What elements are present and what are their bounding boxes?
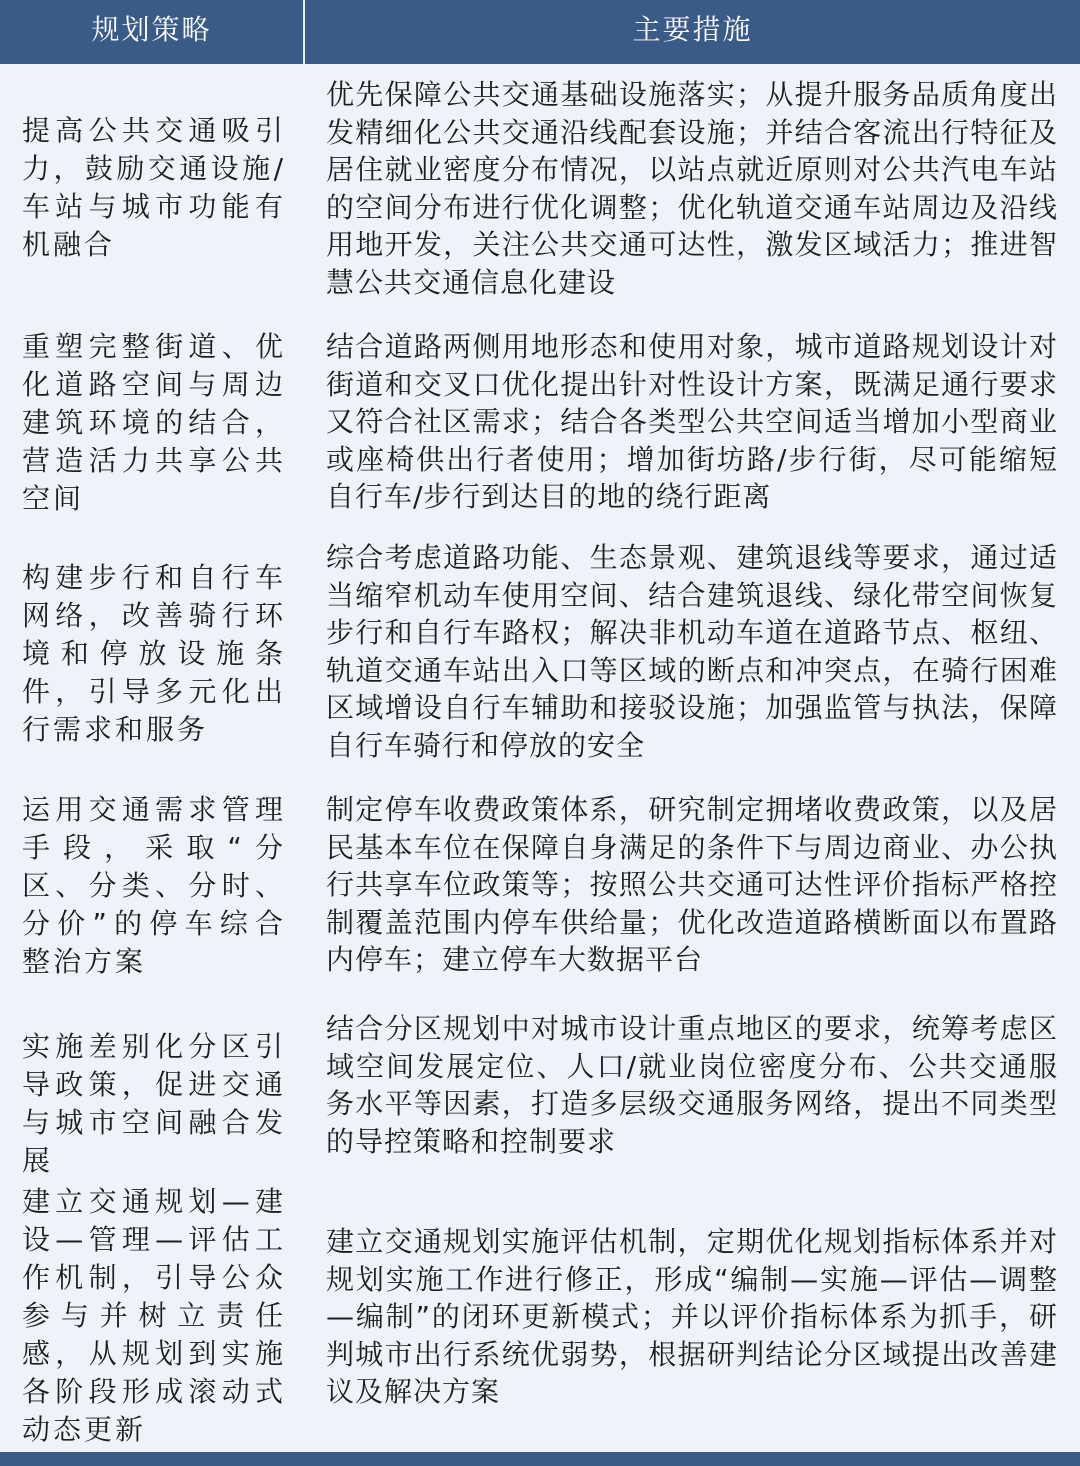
strategy-cell: 构建步行和自行车网络，改善骑行环境和停放设施条件，引导多元化出行需求和服务 (22, 561, 286, 746)
measures-cell: 优先保障公共交通基础设施落实；从提升服务品质角度出发精细化公共交通沿线配套设施；并结合客流出行特征及居住就业密度分布情况，以站点就近原则对公共汽电车站的空间分布进行优化调整；优化轨道交通车站周边及沿线用地开发，关注公共交通可达性，激发区域活力；推进智慧公共交通信息化建设 (326, 78, 1058, 299)
measures-cell: 结合分区规划中对城市设计重点地区的要求，统筹考虑区域空间发展定位、人口/就业岗位密度分布、公共交通服务水平等因素，打造多层级交通服务网络，提出不同类型的导控策略和控制要求 (326, 1012, 1058, 1158)
header-measures: 主要措施 (632, 13, 753, 46)
table-row (0, 537, 1080, 769)
strategy-cell: 重塑完整街道、优化道路空间与周边建筑环境的结合，营造活力共享公共空间 (22, 330, 286, 515)
strategy-cell: 实施差别化分区引导政策，促进交通与城市空间融合发展 (22, 1030, 286, 1177)
strategy-cell: 建立交通规划—建设—管理—评估工作机制，引导公众参与并树立责任感，从规划到实施各阶段形成滚动式动态更新 (22, 1185, 286, 1446)
table-row (0, 72, 1080, 304)
measures-cell: 制定停车收费政策体系，研究制定拥堵收费政策，以及居民基本车位在保障自身满足的条件下与周边商业、办公执行共享车位政策等；按照公共交通可达性评价指标严格控制覆盖范围内停车供给量；优化改造道路横断面以布置路内停车；建立停车大数据平台 (326, 793, 1058, 977)
table-header (0, 0, 1080, 64)
measures-cell: 综合考虑道路功能、生态景观、建筑退线等要求，通过适当缩窄机动车使用空间、结合建筑退线、绿化带空间恢复步行和自行车路权；解决非机动车道在道路节点、枢纽、轨道交通车站出入口等区域的断点和冲突点，在骑行困难区域增设自行车辅助和接驳设施；加强监管与执法，保障自行车骑行和停放的安全 (326, 541, 1058, 762)
table-row (0, 1180, 1080, 1450)
strategy-cell: 运用交通需求管理手段，采取“分区、分类、分时、分价”的停车综合整治方案 (22, 793, 286, 978)
table-footer-bar (0, 1452, 1080, 1466)
header-strategy: 规划策略 (91, 13, 212, 46)
table-row (0, 1003, 1080, 1177)
table-row (0, 786, 1080, 986)
measures-cell: 结合道路两侧用地形态和使用对象，城市道路规划设计对街道和交叉口优化提出针对性设计方案，既满足通行要求又符合社区需求；结合各类型公共空间适当增加小型商业或座椅供出行者使用；增加街坊路/步行街，尽可能缩短自行车/步行到达目的地的绕行距离 (326, 330, 1058, 514)
table-row (0, 322, 1080, 522)
strategy-cell: 提高公共交通吸引力，鼓励交通设施/车站与城市功能有机融合 (22, 114, 286, 261)
measures-cell: 建立交通规划实施评估机制，定期优化规划指标体系并对规划实施工作进行修正，形成“编制—实施—评估—调整—编制”的闭环更新模式；并以评价指标体系为抓手，研判城市出行系统优弱势，根据研判结论分区域提出改善建议及解决方案 (326, 1225, 1058, 1409)
